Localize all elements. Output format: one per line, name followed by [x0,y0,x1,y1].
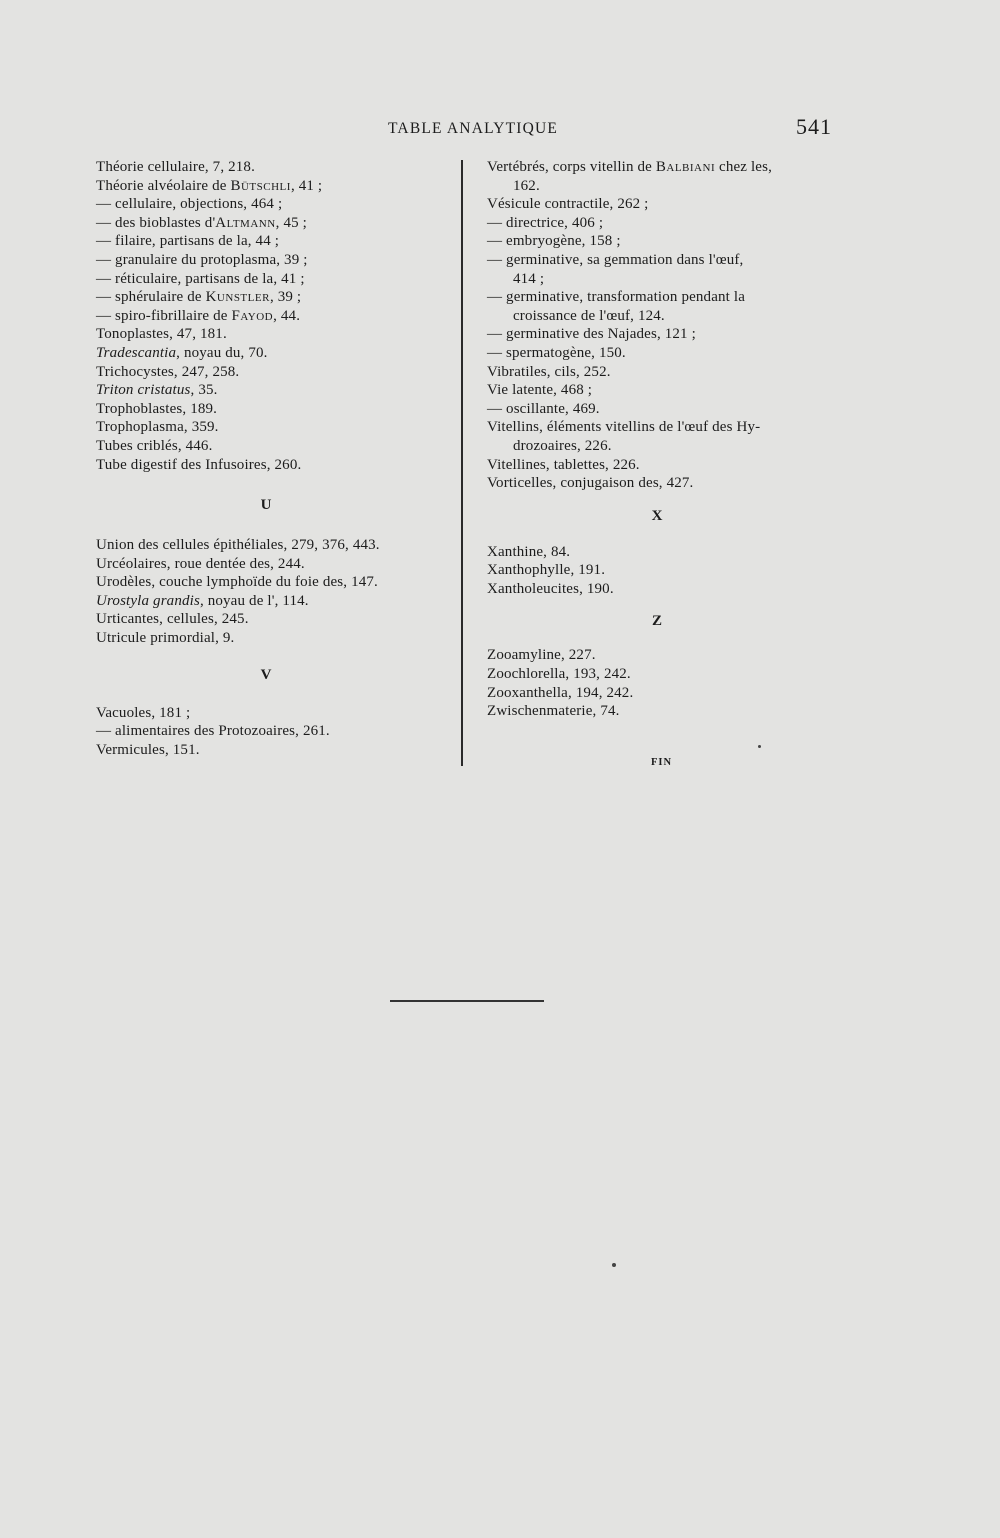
index-entry: Trophoplasma, 359. [96,419,219,436]
index-entry: Trichocystes, 247, 258. [96,363,240,380]
index-entry: Urodèles, couche lymphoïde du foie des, 147. [96,574,378,591]
index-entry: Vorticelles, conjugaison des, 427. [487,475,694,492]
column-divider [461,160,463,766]
index-entry: Xanthine, 84. [487,543,571,560]
index-entry: Urostyla grandis, noyau de l', 114. [96,592,309,609]
index-entry: Xantholeucites, 190. [487,580,614,597]
index-entry: Tradescantia, noyau du, 70. [96,344,268,361]
index-entry: Xanthophylle, 191. [487,562,606,579]
index-entry: Vermicules, 151. [96,741,200,758]
section-heading-u: U [260,497,272,514]
page-number: 541 [796,114,832,139]
index-entry: Zooamyline, 227. [487,647,596,664]
index-subentry: — germinative des Najades, 121 ; [487,326,696,343]
index-subentry: — embryogène, 158 ; [487,233,621,250]
index-entry: Vertébrés, corps vitellin de Balbiani chez les, 162. [487,159,772,194]
section-heading-v: V [260,666,272,683]
index-subentry: — oscillante, 469. [487,400,600,417]
index-entry: Triton cristatus, 35. [96,382,218,399]
index-subentry: — filaire, partisans de la, 44 ; [96,233,280,250]
section-heading-z: Z [651,613,662,630]
index-subentry: — spermatogène, 150. [487,344,626,361]
index-subentry: — cellulaire, objections, 464 ; [96,196,283,213]
ink-speck [612,1263,616,1267]
left-column [96,158,458,759]
index-entry: Tubes criblés, 446. [96,437,213,454]
index-entry: Trophoblastes, 189. [96,400,218,417]
index-entry: Théorie alvéolaire de Bütschli, 41 ; [96,177,323,194]
index-entry: Urticantes, cellules, 245. [96,611,249,628]
index-entry: Vie latente, 468 ; [487,382,593,399]
fin-mark: FIN [651,757,673,768]
index-subentry: — spiro-fibrillaire de Fayod, 44. [96,307,301,324]
index-subentry: — germinative, transformation pendant la croissance de l'œuf, 124. [487,289,746,324]
index-entry: Vésicule contractile, 262 ; [487,196,649,213]
index-subentry: — alimentaires des Protozoaires, 261. [96,723,330,740]
index-subentry: — sphérulaire de Kunstler, 39 ; [96,289,302,306]
index-entry: Vacuoles, 181 ; [96,704,191,721]
index-entry: Zwischenmaterie, 74. [487,703,620,720]
closing-rule [390,1000,544,1002]
index-entry: Utricule primordial, 9. [96,630,235,647]
index-subentry: — directrice, 406 ; [487,214,604,231]
index-subentry: — des bioblastes d'Altmann, 45 ; [96,214,307,231]
index-entry: Tonoplastes, 47, 181. [96,326,227,343]
index-entry: Zooxanthella, 194, 242. [487,684,634,701]
right-column [487,158,837,721]
index-subentry: — germinative, sa gemmation dans l'œuf, 414 ; [487,251,744,287]
index-entry: Vitellins, éléments vitellins de l'œuf des Hy- drozoaires, 226. [487,419,761,454]
index-entry: Tube digestif des Infusoires, 260. [96,456,302,473]
index-entry: Théorie cellulaire, 7, 218. [96,159,255,175]
section-heading-x: X [651,507,663,524]
index-subentry: — réticulaire, partisans de la, 41 ; [96,270,305,287]
index-entry: Union des cellules épithéliales, 279, 376, 443. [96,537,380,554]
index-entry: Zoochlorella, 193, 242. [487,666,631,683]
index-entry: Vitellines, tablettes, 226. [487,456,640,473]
index-entry: Urcéolaires, roue dentée des, 244. [96,555,305,572]
running-head: TABLE ANALYTIQUE [388,120,559,137]
index-subentry: — granulaire du protoplasma, 39 ; [96,251,308,268]
index-entry: Vibratiles, cils, 252. [487,363,611,380]
ink-speck [758,745,761,748]
